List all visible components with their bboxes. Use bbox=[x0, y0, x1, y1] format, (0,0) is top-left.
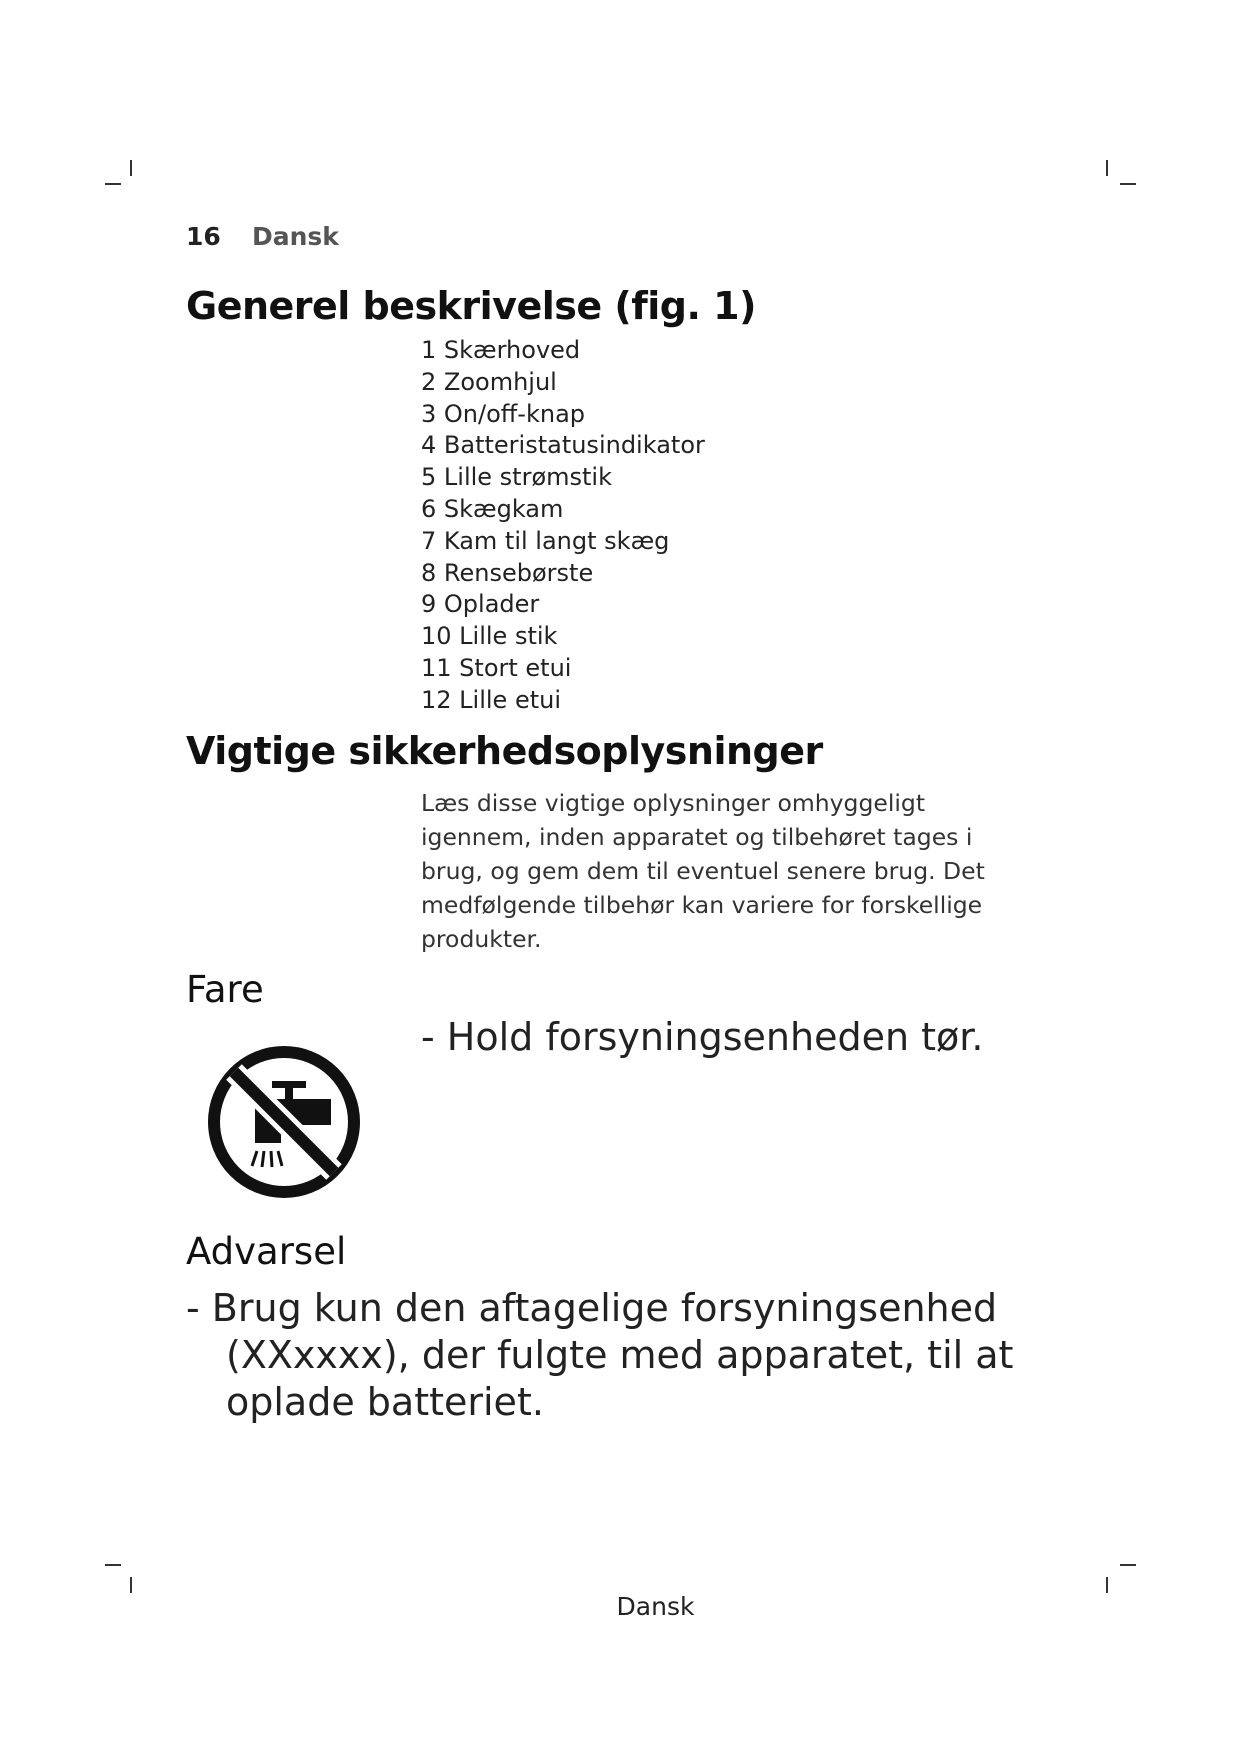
list-item: 4 Batteristatusindikator bbox=[421, 431, 705, 460]
list-item: 9 Oplader bbox=[421, 590, 540, 619]
crop-mark bbox=[1106, 160, 1108, 176]
footer-language: Dansk bbox=[616, 1592, 695, 1621]
safety-heading: Vigtige sikkerhedsoplysninger bbox=[186, 729, 823, 773]
list-item: 1 Skærhoved bbox=[421, 336, 581, 364]
page-number: 16 bbox=[186, 222, 221, 251]
crop-mark bbox=[130, 1577, 132, 1593]
list-item: - Brug kun den aftagelige forsyningsenhed (XXxxxx), der fulgte med apparatet, til at oplade batteriet. bbox=[186, 1286, 1014, 1424]
crop-mark bbox=[1120, 1564, 1136, 1566]
crop-mark bbox=[1106, 1577, 1108, 1593]
general-description-heading: Generel beskrivelse (fig. 1) bbox=[186, 284, 756, 328]
crop-mark bbox=[105, 183, 121, 185]
list-item: 10 Lille stik bbox=[421, 622, 558, 651]
list-item: 5 Lille strømstik bbox=[421, 463, 612, 492]
crop-mark bbox=[105, 1564, 121, 1566]
danger-heading: Fare bbox=[186, 968, 264, 1011]
list-item: 6 Skægkam bbox=[421, 494, 564, 523]
danger-text: - Hold forsyningsenheden tør. bbox=[421, 1015, 984, 1059]
warning-heading: Advarsel bbox=[186, 1230, 347, 1273]
no-water-tap-icon bbox=[205, 1043, 363, 1201]
safety-intro-text: Læs disse vigtige oplysninger omhyggeligt igennem, inden apparatet og tilbehøret tages i brug, og gem dem til eventuel senere brug. Det medfølgende tilbehør kan variere for forskellige produkter. bbox=[421, 789, 985, 953]
crop-mark bbox=[1120, 183, 1136, 185]
list-item: 2 Zoomhjul bbox=[421, 367, 557, 396]
list-item: 8 Rensebørste bbox=[421, 558, 594, 587]
parts-list bbox=[421, 335, 705, 717]
list-item: 3 On/off-knap bbox=[421, 399, 586, 428]
list-item: 11 Stort etui bbox=[421, 653, 572, 682]
list-item: 7 Kam til langt skæg bbox=[421, 526, 670, 555]
list-item: 12 Lille etui bbox=[421, 685, 561, 714]
page-language: Dansk bbox=[252, 222, 339, 251]
crop-mark bbox=[130, 160, 132, 176]
warning-list bbox=[186, 1285, 1066, 1426]
